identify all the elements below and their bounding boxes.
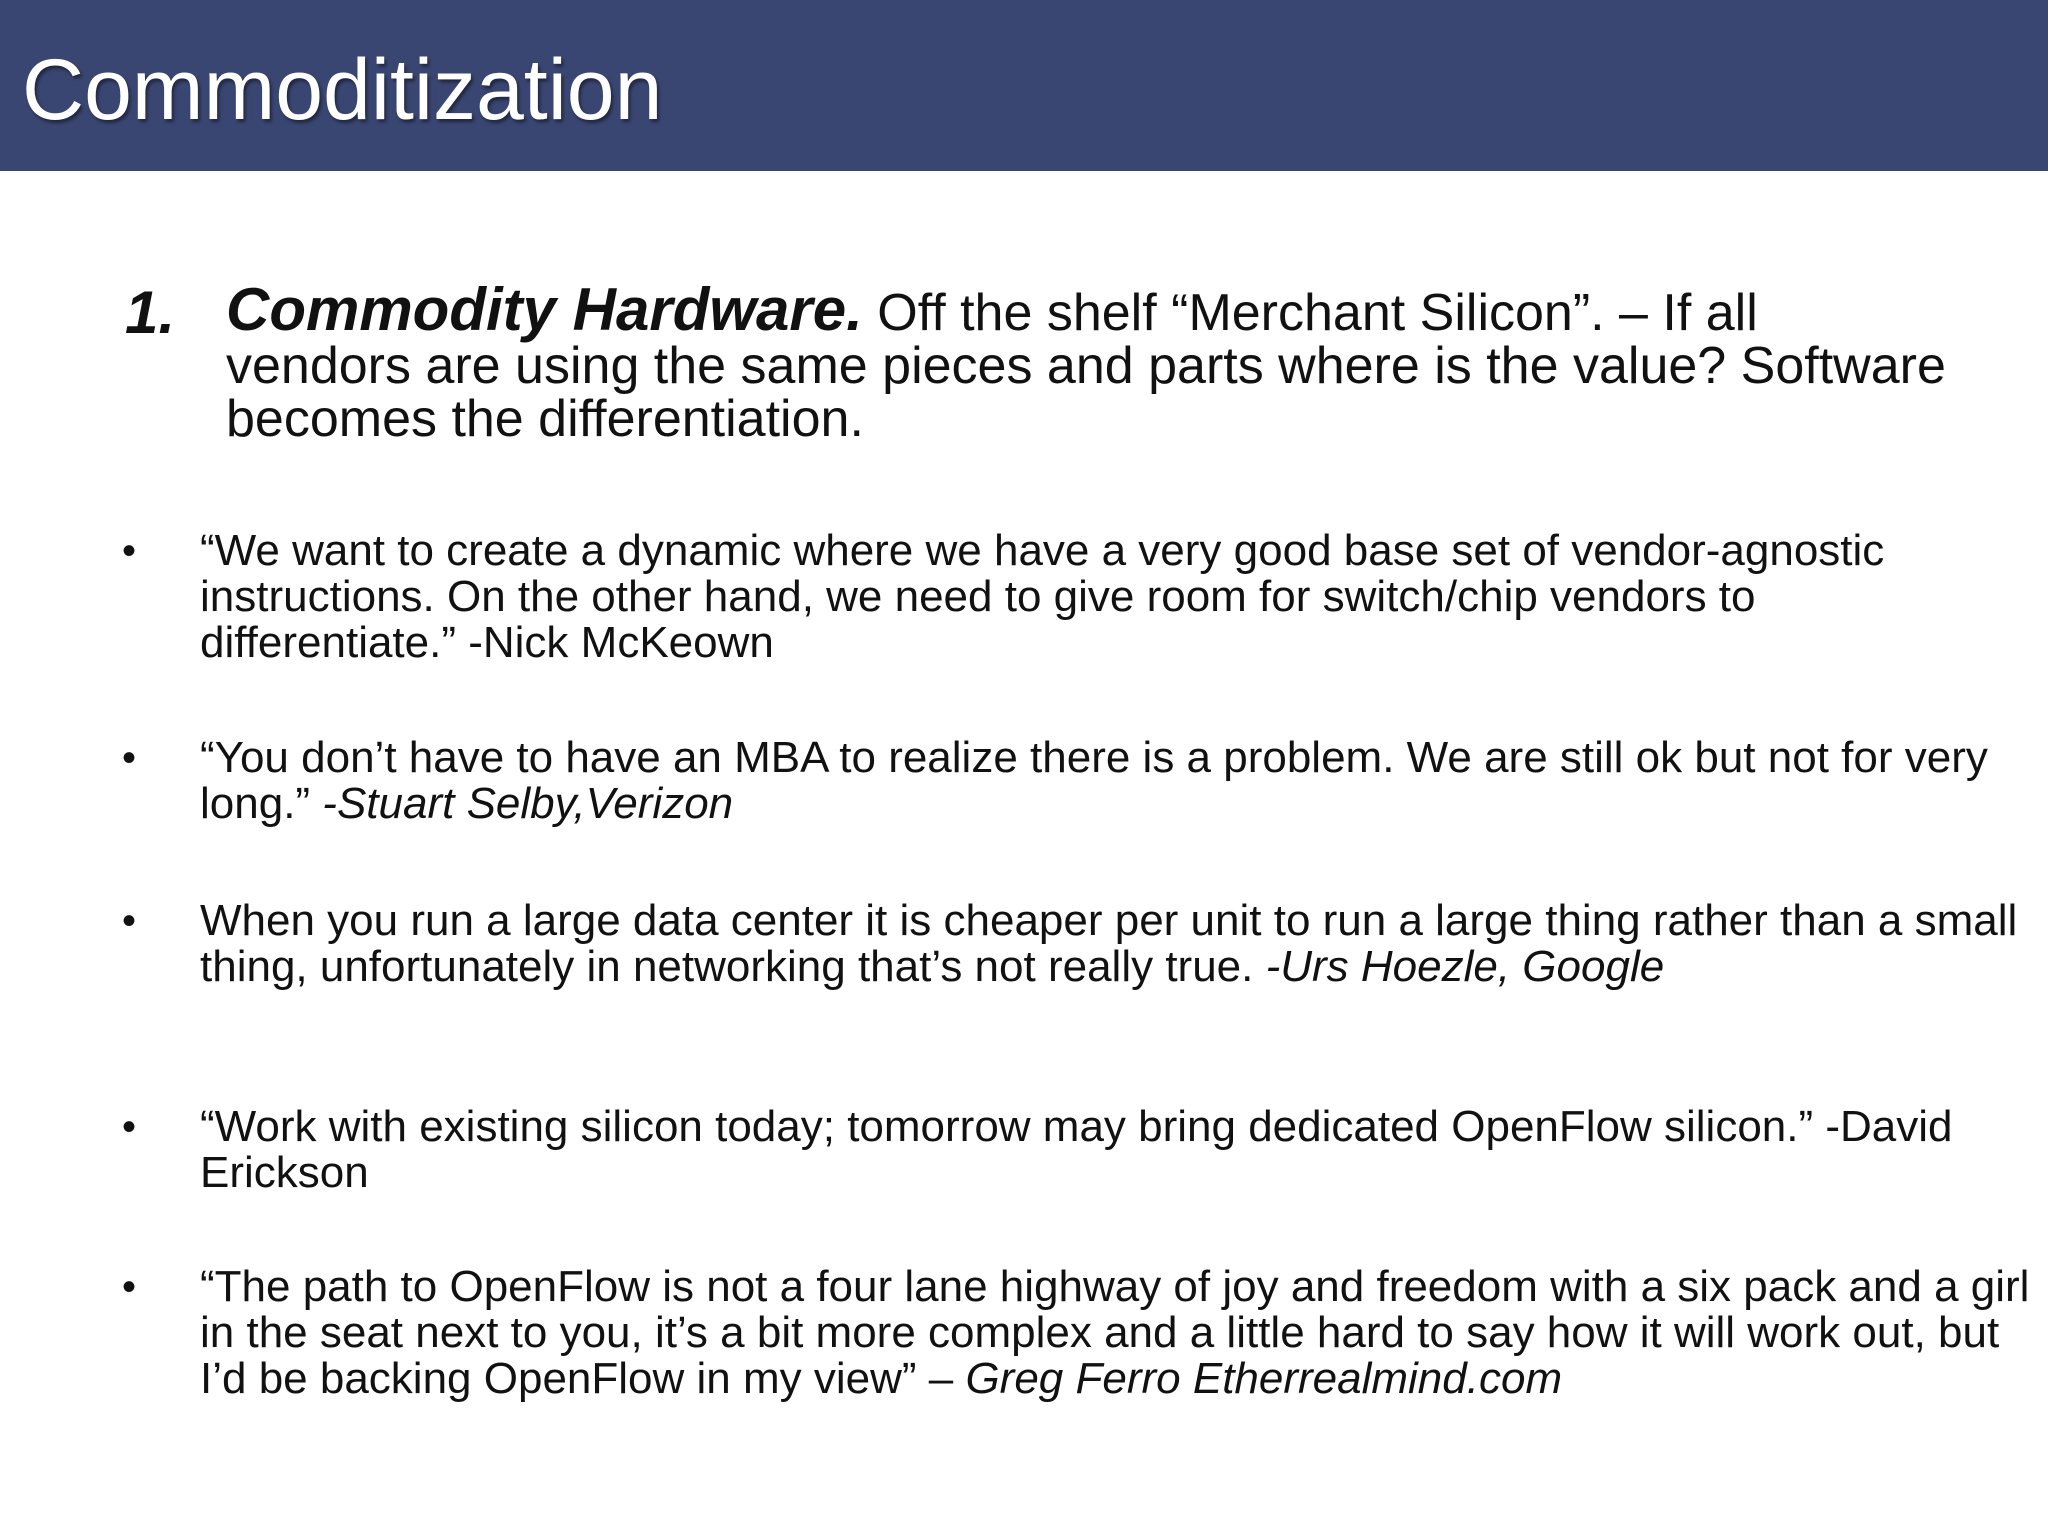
- quote-body: When you run a large data center it is cheaper per unit to run a large thing rather than a small thing, unfortunately in networking that’s not really true.: [200, 896, 2018, 991]
- bullet-icon: •: [122, 529, 137, 573]
- bullet-icon: •: [122, 899, 137, 943]
- quote-attribution: Greg Ferro Etherrealmind.com: [965, 1354, 1563, 1403]
- quote-text: [200, 528, 2020, 666]
- quote-body: “You don’t have to have an MBA to realize there is a problem. We are still ok but not for very long.”: [200, 733, 1988, 828]
- main-point-heading-period: .: [846, 276, 863, 343]
- title-bar: [0, 0, 2048, 171]
- quote-attribution: -Urs Hoezle, Google: [1265, 942, 1665, 991]
- bullet-icon: •: [122, 1105, 137, 1149]
- bullet-icon: •: [122, 1265, 137, 1309]
- main-point-body: [226, 276, 1946, 448]
- quote-body: “Work with existing silicon today; tomorrow may bring dedicated OpenFlow silicon.” -David Erickson: [200, 1102, 1953, 1197]
- main-point-text: Off the shelf “Merchant Silicon”. – If all vendors are using the same pieces and parts where is the value? Software becomes the differentiation.: [226, 284, 1946, 448]
- main-point-number: 1.: [125, 279, 176, 346]
- quote-body: “The path to OpenFlow is not a four lane highway of joy and freedom with a six pack and a girl in the seat next to you, it’s a bit more complex and a little hard to say how it will work out, but I’d be backing OpenFlow in my view” –: [200, 1262, 2030, 1403]
- quote-attribution: -Stuart Selby,Verizon: [322, 779, 734, 828]
- quote-text: [200, 735, 2048, 827]
- quote-body: “We want to create a dynamic where we have a very good base set of vendor-agnostic instructions. On the other hand, we need to give room for switch/chip vendors to differentiate.” -Nick McKeown: [200, 526, 1885, 667]
- bullet-icon: •: [122, 736, 137, 780]
- quote-text: [200, 1264, 2040, 1402]
- quote-text: [200, 898, 2048, 990]
- main-point-heading: Commodity Hardware: [226, 276, 847, 343]
- quote-text: [200, 1104, 2040, 1196]
- slide-title: Commoditization: [22, 42, 663, 138]
